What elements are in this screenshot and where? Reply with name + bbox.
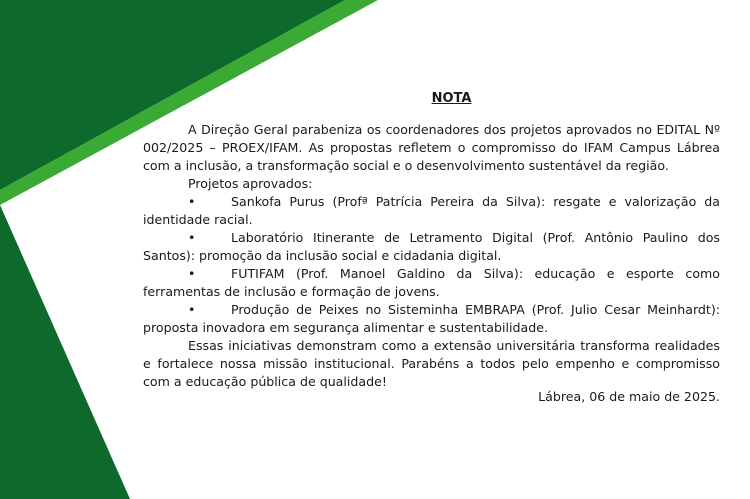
signature-date: Lábrea, 06 de maio de 2025. bbox=[538, 389, 720, 404]
intro-paragraph: A Direção Geral parabeniza os coordenadores dos projetos aprovados no EDITAL Nº 002/2025 – PROEX/IFAM. As propostas refletem o compromisso do IFAM Campus Lábrea com a inclusão, a transformação social e o desenvolvimento sustentável da região. bbox=[143, 122, 720, 173]
closing-paragraph: Essas iniciativas demonstram como a extensão universitária transforma realidades e fortalece nossa missão institucional. Parabéns a todos pelo empenho e compromisso com a educação pública de qualidade! bbox=[143, 338, 720, 389]
bottom-dark-green-shape bbox=[0, 205, 130, 499]
project-item-1: Sankofa Purus (Profª Patrícia Pereira da Silva): resgate e valorização da identidade racial. bbox=[143, 194, 720, 227]
project-item-3: FUTIFAM (Prof. Manoel Galdino da Silva): educação e esporte como ferramentas de inclusão e formação de jovens. bbox=[143, 266, 720, 299]
projects-heading: Projetos aprovados: bbox=[188, 176, 313, 191]
project-item-4: Produção de Peixes no Sisteminha EMBRAPA (Prof. Julio Cesar Meinhardt): proposta inovadora em segurança alimentar e sustentabilidade. bbox=[143, 302, 720, 335]
note-title: NOTA bbox=[431, 91, 472, 106]
bullet-3: • bbox=[188, 266, 196, 281]
project-item-2: Laboratório Itinerante de Letramento Digital (Prof. Antônio Paulino dos Santos): promoção da inclusão social e cidadania digital. bbox=[143, 230, 720, 263]
bullet-4: • bbox=[188, 302, 196, 317]
bullet-1: • bbox=[188, 194, 196, 209]
bullet-2: • bbox=[188, 230, 196, 245]
